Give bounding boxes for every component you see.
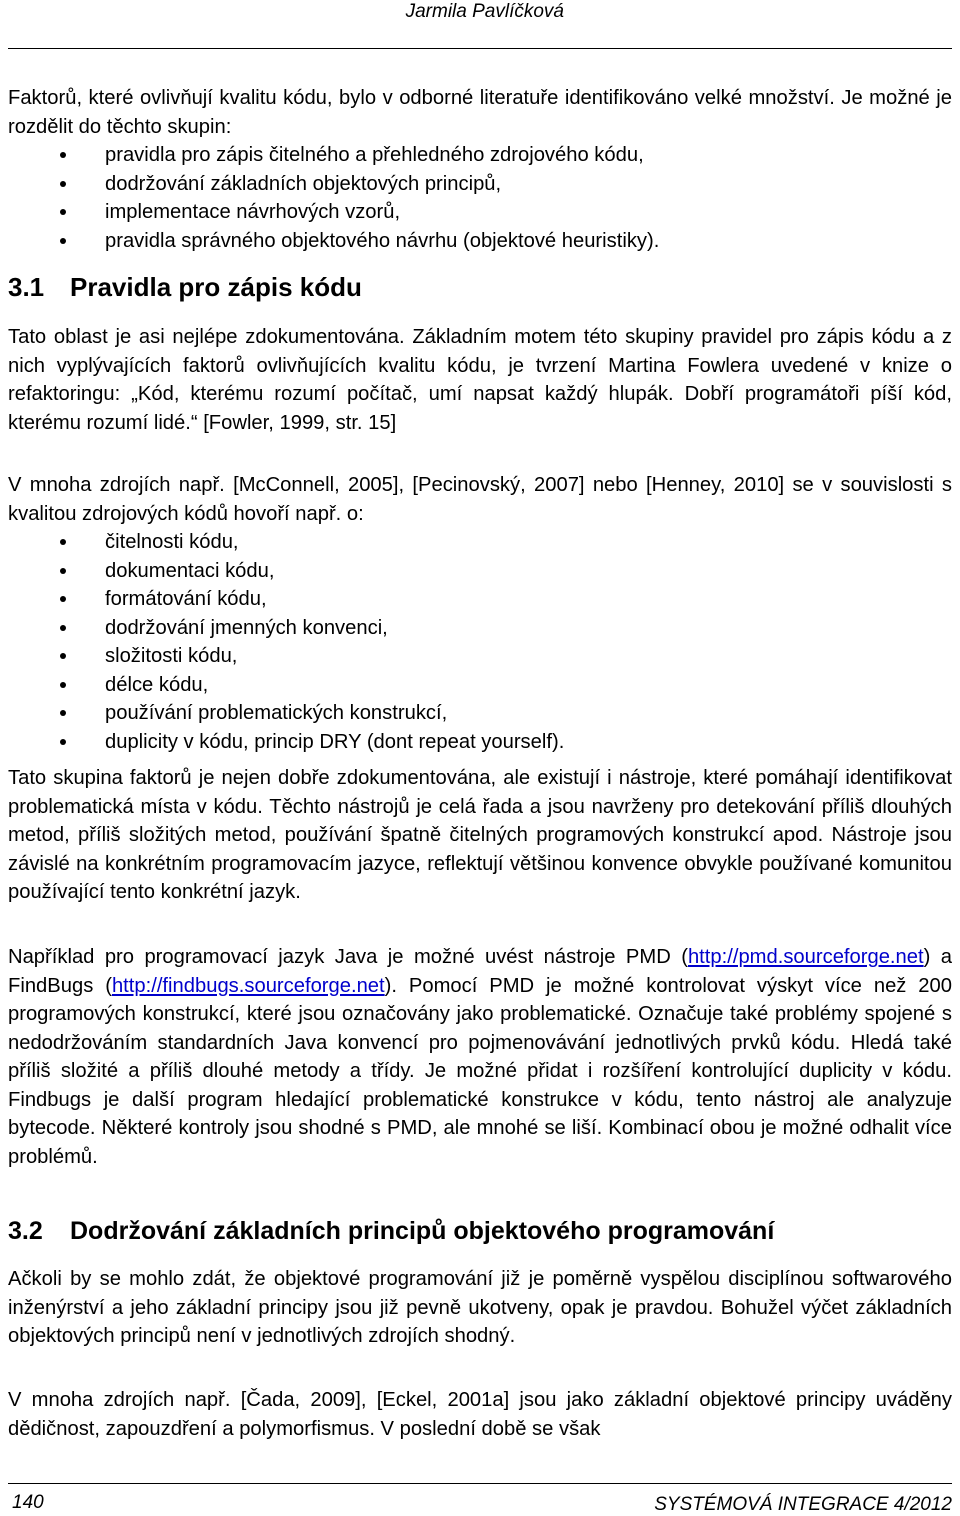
bullet-icon <box>60 209 66 215</box>
section-3-2-sources <box>8 1386 952 1443</box>
bullet-icon <box>60 568 66 574</box>
header-divider <box>8 48 952 49</box>
intro-section <box>8 84 952 255</box>
intro-list <box>8 141 952 255</box>
list-item: čitelnosti kódu, <box>8 528 952 557</box>
page-number: 140 <box>12 1492 44 1513</box>
section-number: 3.2 <box>8 1217 43 1245</box>
bullet-icon <box>60 710 66 716</box>
bullet-icon <box>60 682 66 688</box>
pmd-link[interactable]: http://pmd.sourceforge.net <box>687 946 924 968</box>
list-item: složitosti kódu, <box>8 642 952 671</box>
paragraph: V mnoha zdrojích např. [McConnell, 2005], [Pecinovský, 2007] nebo [Henney, 2010] se v souvislosti s kvalitou zdrojových kódů hovoří např. o: <box>8 474 952 525</box>
list-item: pravidla pro zápis čitelného a přehledného zdrojového kódu, <box>8 141 952 170</box>
bullet-icon <box>60 539 66 545</box>
list-item: dodržování základních objektových principů, <box>8 170 952 199</box>
paragraph: V mnoha zdrojích např. [Čada, 2009], [Eckel, 2001a] jsou jako základní objektové principy uváděny dědičnost, zapouzdření a polymorfismus. V poslední době se však <box>8 1389 952 1440</box>
list-item: délce kódu, <box>8 671 952 700</box>
factor-list <box>8 528 952 756</box>
journal-name: SYSTÉMOVÁ INTEGRACE 4/2012 <box>654 1494 952 1515</box>
bullet-icon <box>60 625 66 631</box>
section-heading-3-1 <box>8 272 952 302</box>
bullet-icon <box>60 653 66 659</box>
list-item: dodržování jmenných konvenci, <box>8 614 952 643</box>
intro-paragraph: Faktorů, které ovlivňují kvalitu kódu, bylo v odborné literatuře identifikováno velké množství. Je možné je rozdělit do těchto skupin: <box>8 87 952 138</box>
list-item: používání problematických konstrukcí, <box>8 699 952 728</box>
running-header-author: Jarmila Pavlíčková <box>405 1 564 22</box>
paragraph: Tato oblast je asi nejlépe zdokumentována. Základním motem této skupiny pravidel pro zápis kódu a z nich vyplývajících faktorů ovlivňujících kvalitu kódu, je tvrzení Martina Fowlera uvedené v knize o refaktoringu: „Kód, kterému rozumí počítač, umí napsat každý hlupák. Dobří programátoři píší kód, kterému rozumí lidé.“ [Fowler, 1999, str. 15] <box>8 326 952 434</box>
section-3-1-tools <box>8 764 952 907</box>
bullet-icon <box>60 152 66 158</box>
list-item: formátování kódu, <box>8 585 952 614</box>
paragraph: Tato skupina faktorů je nejen dobře zdokumentována, ale existují i nástroje, které pomáhají identifikovat problematická místa v kódu. Těchto nástrojů je celá řada a jsou navrženy pro detekování příliš dlouhých metod, příliš složitých metod, používání špatně čitelných programových konstrukcí apod. Nástroje jsou závislé na konkrétním programovacím jazyce, reflektují většinou konvence obvykle používané komunitou používající tento konkrétní jazyk. <box>8 767 952 903</box>
findbugs-link[interactable]: http://findbugs.sourceforge.net <box>111 974 385 997</box>
bullet-icon <box>60 181 66 187</box>
section-number: 3.1 <box>8 272 45 302</box>
paragraph: Ačkoli by se mohlo zdát, že objektové programování již je poměrně vyspělou disciplínou softwarového inženýrství a jeho základní principy jsou již pevně ukotveny, opak je pravdou. Bohužel výčet základních objektových principů není v jednotlivých zdrojích shodný. <box>8 1268 952 1347</box>
section-heading-3-2 <box>8 1216 952 1246</box>
bullet-icon <box>60 596 66 602</box>
footer-divider <box>8 1483 952 1484</box>
list-item: pravidla správného objektového návrhu (objektové heuristiky). <box>8 227 952 256</box>
list-item: implementace návrhových vzorů, <box>8 198 952 227</box>
bullet-icon <box>60 238 66 244</box>
paragraph: Například pro programovací jazyk Java je možné uvést nástroje PMD (http://pmd.sourceforge.net) a FindBugs (http://findbugs.sourceforge.net). Pomocí PMD je možné kontrolovat výskyt více než 200 programových konstrukcí, které jsou označovány jako problematické. Označuje také problémy spojené s nedodržováním standardních Java konvencí pro pojmenovávání jednotlivých prvků kódu. Hledá také příliš složité a příliš dlouhé metody a třídy. Je možné přidat i rozšíření kontrolující duplicity v kódu. Findbugs je další program hledající problematické konstrukce v kódu, tento nástroj ale analyzuje bytecode. Některé kontroly jsou shodné s PMD, ale mnohé se liší. Kombinací obou je možné odhalit více problémů. <box>8 946 952 1168</box>
section-3-2-body <box>8 1265 952 1351</box>
bullet-icon <box>60 739 66 745</box>
section-3-1-java <box>8 943 952 1171</box>
section-title: Dodržování základních principů objektového programování <box>70 1217 775 1245</box>
section-title: Pravidla pro zápis kódu <box>70 272 362 302</box>
section-3-1-sources <box>8 471 952 756</box>
list-item: duplicity v kódu, princip DRY (dont repeat yourself). <box>8 728 952 757</box>
list-item: dokumentaci kódu, <box>8 557 952 586</box>
section-3-1-body <box>8 323 952 437</box>
